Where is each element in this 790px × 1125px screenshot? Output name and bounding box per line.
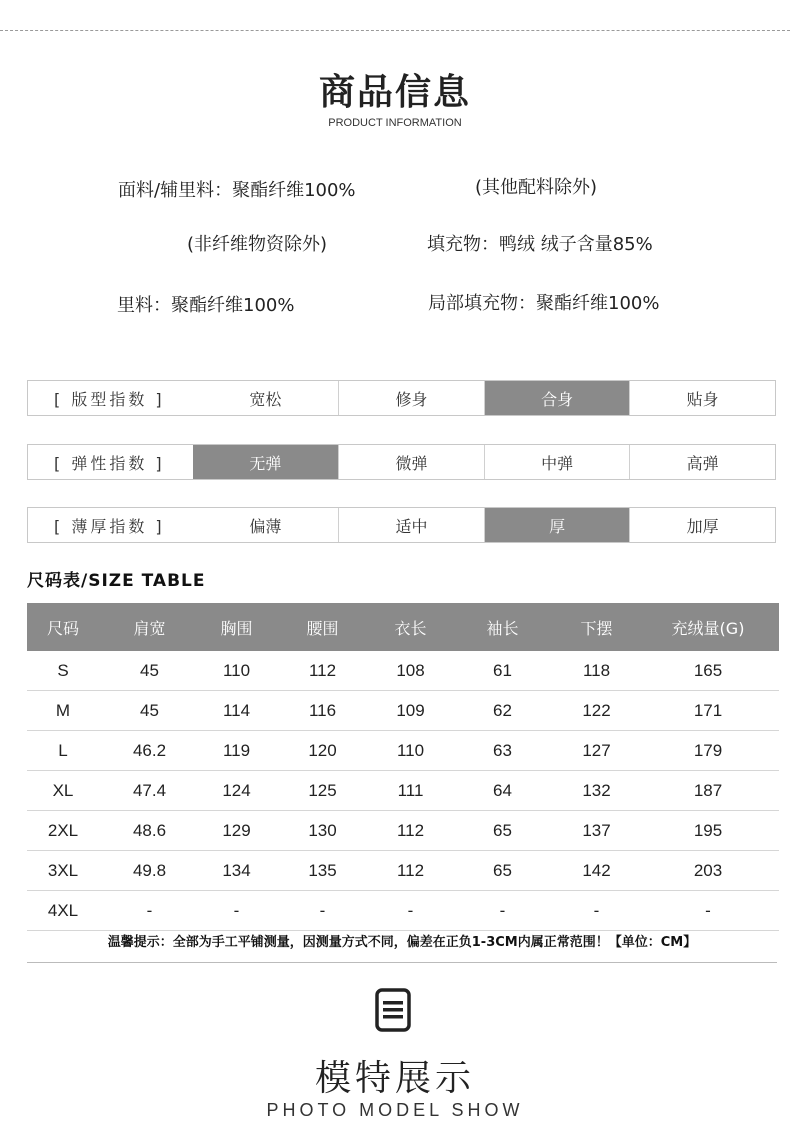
column-header: 肩宽 xyxy=(99,603,200,651)
measurement-cell: 127 xyxy=(556,731,637,771)
measurement-cell: 116 xyxy=(273,691,372,731)
measurement-cell: - xyxy=(372,891,449,931)
measurement-cell: 165 xyxy=(637,651,779,691)
size-cell: L xyxy=(27,731,99,771)
measurement-cell: 112 xyxy=(372,851,449,891)
rating-label: [ 薄厚指数 ] xyxy=(54,516,165,536)
measurement-cell: - xyxy=(273,891,372,931)
column-header: 充绒量(G) xyxy=(637,603,779,651)
measurement-cell: 122 xyxy=(556,691,637,731)
measurement-cell: 64 xyxy=(449,771,556,811)
non-fiber-note: (非纤维物资除外) xyxy=(187,234,328,255)
table-row xyxy=(27,891,779,931)
measurement-cell: 130 xyxy=(273,811,372,851)
measurement-cell: 108 xyxy=(372,651,449,691)
measurement-cell: 179 xyxy=(637,731,779,771)
fabric-info: 面料/辅里料：聚酯纤维100% xyxy=(118,180,356,201)
size-cell: XL xyxy=(27,771,99,811)
rating-elasticity xyxy=(27,444,776,480)
rating-option: 中弹 xyxy=(484,445,630,479)
column-header: 衣长 xyxy=(372,603,449,651)
rating-option: 加厚 xyxy=(629,508,775,542)
size-cell: 4XL xyxy=(27,891,99,931)
measurement-cell: 137 xyxy=(556,811,637,851)
partial-filling-info: 局部填充物：聚酯纤维100% xyxy=(428,293,660,314)
measurement-cell: 134 xyxy=(200,851,273,891)
table-header-row xyxy=(27,603,779,651)
measurement-cell: 187 xyxy=(637,771,779,811)
measurement-cell: 46.2 xyxy=(99,731,200,771)
page-subtitle: PRODUCT INFORMATION xyxy=(328,117,462,129)
rating-option: 偏薄 xyxy=(249,516,282,536)
measurement-cell: 111 xyxy=(372,771,449,811)
measurement-cell: 65 xyxy=(449,851,556,891)
measurement-cell: 110 xyxy=(372,731,449,771)
measurement-cell: 62 xyxy=(449,691,556,731)
rating-option: 修身 xyxy=(338,381,484,415)
page-title: 商品信息 xyxy=(318,72,471,113)
measurement-cell: - xyxy=(556,891,637,931)
rating-option: 宽松 xyxy=(249,389,282,409)
measurement-cell: 203 xyxy=(637,851,779,891)
measurement-cell: 132 xyxy=(556,771,637,811)
measurement-cell: 49.8 xyxy=(99,851,200,891)
table-row xyxy=(27,731,779,771)
rating-label: [ 弹性指数 ] xyxy=(54,453,165,473)
measurement-cell: - xyxy=(637,891,779,931)
rating-option: 适中 xyxy=(338,508,484,542)
measurement-cell: 119 xyxy=(200,731,273,771)
measurement-cell: - xyxy=(99,891,200,931)
column-header: 袖长 xyxy=(449,603,556,651)
measurement-cell: 142 xyxy=(556,851,637,891)
fabric-note: (其他配料除外) xyxy=(475,177,598,198)
rating-option: 微弹 xyxy=(338,445,484,479)
measurement-cell: 110 xyxy=(200,651,273,691)
measurement-note: 温馨提示：全部为手工平铺测量，因测量方式不同，偏差在正负1-3CM内属正常范围！【单位：CM】 xyxy=(27,926,777,963)
photo-section-title: 模特展示 xyxy=(314,1058,475,1099)
filling-info: 填充物：鸭绒 绒子含量85% xyxy=(427,234,653,255)
table-row xyxy=(27,811,779,851)
rating-label: [ 版型指数 ] xyxy=(54,389,165,409)
column-header: 下摆 xyxy=(556,603,637,651)
photo-section-subtitle: PHOTO MODEL SHOW xyxy=(266,1100,524,1120)
document-icon xyxy=(375,988,411,1032)
rating-option-selected: 合身 xyxy=(484,381,630,415)
measurement-cell: 63 xyxy=(449,731,556,771)
rating-option: 贴身 xyxy=(629,381,775,415)
measurement-cell: 61 xyxy=(449,651,556,691)
table-row xyxy=(27,691,779,731)
size-cell: 3XL xyxy=(27,851,99,891)
size-cell: M xyxy=(27,691,99,731)
size-cell: S xyxy=(27,651,99,691)
size-cell: 2XL xyxy=(27,811,99,851)
measurement-cell: 125 xyxy=(273,771,372,811)
measurement-cell: 47.4 xyxy=(99,771,200,811)
measurement-cell: 135 xyxy=(273,851,372,891)
size-table xyxy=(27,603,779,931)
rating-option: 高弹 xyxy=(629,445,775,479)
measurement-cell: 171 xyxy=(637,691,779,731)
top-dashed-divider xyxy=(0,30,790,31)
rating-thickness xyxy=(27,507,776,543)
table-row xyxy=(27,771,779,811)
measurement-cell: - xyxy=(449,891,556,931)
measurement-cell: 48.6 xyxy=(99,811,200,851)
measurement-cell: 114 xyxy=(200,691,273,731)
measurement-cell: 112 xyxy=(372,811,449,851)
measurement-cell: 65 xyxy=(449,811,556,851)
column-header: 腰围 xyxy=(273,603,372,651)
table-row xyxy=(27,651,779,691)
measurement-cell: 109 xyxy=(372,691,449,731)
measurement-cell: 124 xyxy=(200,771,273,811)
table-row xyxy=(27,851,779,891)
measurement-cell: 195 xyxy=(637,811,779,851)
rating-option-selected: 无弹 xyxy=(193,445,339,479)
measurement-cell: 112 xyxy=(273,651,372,691)
measurement-cell: 129 xyxy=(200,811,273,851)
measurement-cell: 45 xyxy=(99,651,200,691)
column-header: 胸围 xyxy=(200,603,273,651)
lining-info: 里料：聚酯纤维100% xyxy=(117,295,295,316)
column-header: 尺码 xyxy=(27,603,99,651)
rating-option-selected: 厚 xyxy=(484,508,630,542)
measurement-cell: - xyxy=(200,891,273,931)
measurement-cell: 120 xyxy=(273,731,372,771)
rating-fit xyxy=(27,380,776,416)
size-table-heading: 尺码表/SIZE TABLE xyxy=(27,571,206,591)
measurement-cell: 45 xyxy=(99,691,200,731)
measurement-cell: 118 xyxy=(556,651,637,691)
